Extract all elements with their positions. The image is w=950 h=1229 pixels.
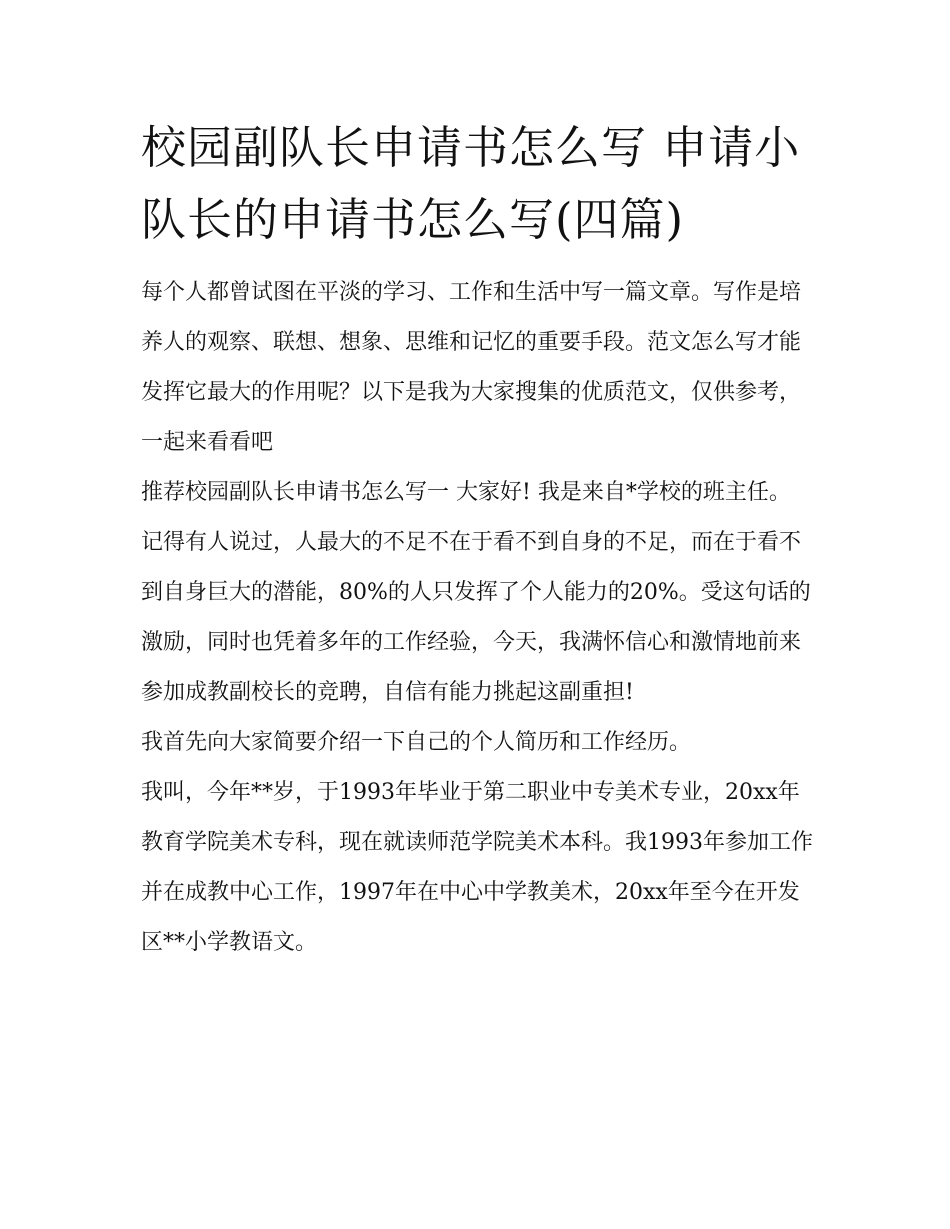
- document-title: 校园副队长申请书怎么写 申请小队长的申请书怎么写(四篇): [141, 121, 801, 246]
- paragraph-resume: 我叫，今年**岁，于1993年毕业于第二职业中专美术专业，20xx年教育学院美术专科，现在就读师范学院美术本科。我1993年参加工作并在成教中心工作，1997年在中心中学教美术，20xx年至今在开发区**小学教语文。: [141, 780, 813, 955]
- paragraph-intro: 每个人都曾试图在平淡的学习、工作和生活中写一篇文章。写作是培养人的观察、联想、想象、思维和记忆的重要手段。范文怎么写才能发挥它最大的作用呢？以下是我为大家搜集的优质范文，仅供参考，一起来看看吧: [141, 280, 802, 455]
- paragraph-introduction: 我首先向大家简要介绍一下自己的个人简历和工作经历。: [141, 730, 692, 755]
- paragraph-motivation: 记得有人说过，人最大的不足不在于看不到自身的不足，而在于看不到自身巨大的潜能，80%的人只发挥了个人能力的20%。受这句话的激励，同时也凭着多年的工作经验，今天，我满怀信心和激情地前来参加成教副校长的竞聘，自信有能力挑起这副重担!: [141, 530, 811, 705]
- document-content: [141, 112, 821, 968]
- document-body: [141, 268, 821, 968]
- paragraph-greeting: 推荐校园副队长申请书怎么写一 大家好! 我是来自*学校的班主任。: [141, 480, 791, 505]
